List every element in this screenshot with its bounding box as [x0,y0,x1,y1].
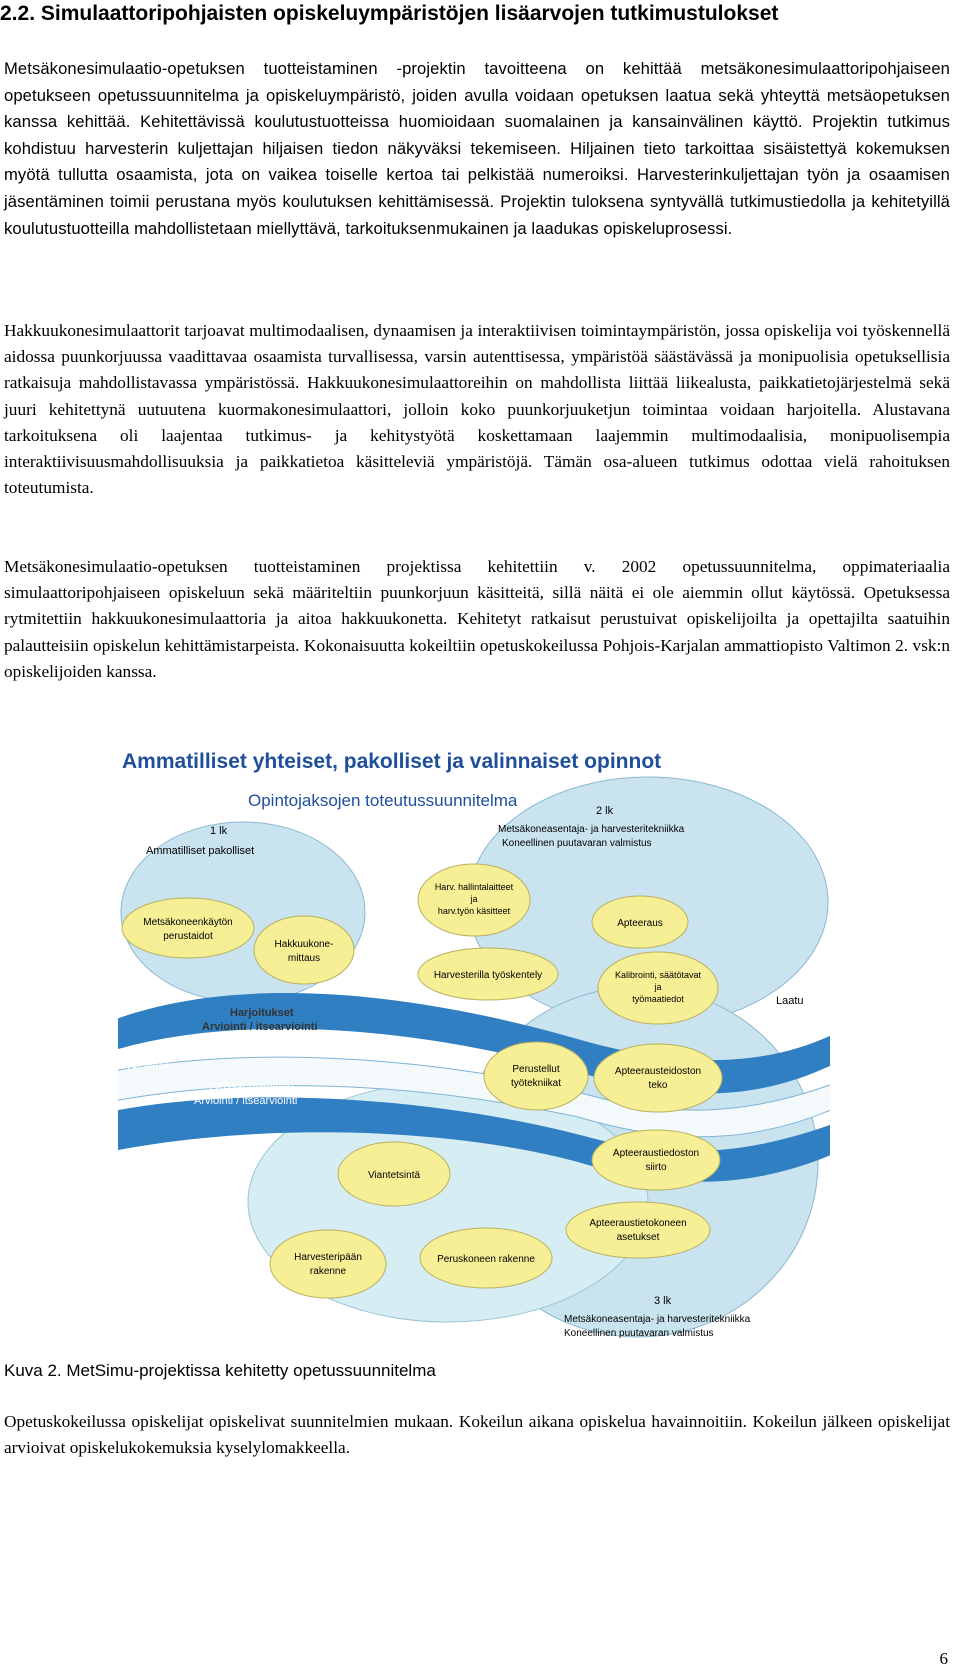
svg-text:mittaus: mittaus [287,953,321,964]
node-hakkuukone [254,916,354,984]
node-peruskoneen [420,1228,552,1288]
node-viantetsinta [338,1142,450,1206]
svg-text:siirto: siirto [645,1162,667,1173]
node-harv-hallinta [418,864,530,936]
practice-subtitle: Arviointi / itsearviointi [202,1021,318,1033]
region-2-title: 2 lk [596,805,614,817]
region-2-line2: Koneellinen puutavaran valmistus [502,838,652,849]
region-1-subtitle: Ammatilliset pakolliset [146,845,255,857]
svg-text:Perustellut: Perustellut [512,1064,560,1075]
quality-label: Laatu [776,995,804,1007]
svg-text:Apteerausteidoston: Apteerausteidoston [614,1066,702,1077]
region-3-title: 3 lk [654,1295,672,1307]
diagram-subtitle: Opintojaksojen toteutussuunnitelma [248,791,518,810]
figure-caption: Kuva 2. MetSimu-projektissa kehitetty opetussuunnitelma [4,1361,436,1380]
svg-text:harv.työn käsitteet: harv.työn käsitteet [437,906,511,916]
work-life-label: Työelämä [120,1059,168,1071]
svg-text:rakenne: rakenne [309,1266,347,1277]
svg-text:teko: teko [648,1080,668,1091]
svg-text:Harv. hallintalaitteet: Harv. hallintalaitteet [434,882,514,892]
svg-text:työmaatiedot: työmaatiedot [632,994,684,1004]
node-harvesteripaan [270,1230,386,1298]
on-job-title: Työssäoppiminen [208,1081,294,1093]
svg-text:Apteeraustiedoston: Apteeraustiedoston [612,1148,700,1159]
paragraph-3: Metsäkonesimulaatio-opetuksen tuotteistaminen projektissa kehitettiin v. 2002 opetussuunnitelma, oppimateriaalia simulaattoripohjaiseen opiskeluun sekä määriteltiin puunkorjuun käsitteitä, sillä näitä ei ole aiemmin ollut käytössä. Opetuksessa rytmitettiin hakkuukonesimulaattoria ja aitoa hakkuukonetta. Kehitetyt ratkaisut perustuivat opiskelijoilta ja opettajilta saatuihin palautteisiin opiskelun kehittämistarpeista. Kokonaisuutta kokeiltiin opetuskokeilussa Pohjois-Karjalan ammattiopisto Valtimon 2. vsk:n opiskelijoiden kanssa. [4,557,950,681]
node-tiedoston-teko [594,1044,722,1112]
node-kalibrointi [598,952,718,1024]
svg-text:Peruskoneen rakenne: Peruskoneen rakenne [437,1254,535,1265]
svg-text:ja: ja [470,894,478,904]
region-2-line1: Metsäkoneasentaja- ja harvesteritekniikka [498,824,685,835]
diagram-title: Ammatilliset yhteiset, pakolliset ja valinnaiset opinnot [122,750,662,773]
on-job-subtitle: Arviointi / itsearviointi [194,1095,298,1107]
paragraph-2: Hakkuukonesimulaattorit tarjoavat multimodaalisen, dynaamisen ja interaktiivisen toimintaympäristön, jossa opiskelija voi työskennellä aidossa puunkorjuussa vaadittavaa osaamista turvallisessa, varsin autenttisessa, ympäristöä säästävässä ja monipuolisia opetuksellisia ratkaisuja mahdollistavassa ympäristössä. Hakkuukonesimulaattoreihin on mahdollista liittää liikealusta, paikkatietojärjestelmä sekä juuri kehitettynä uutuutena kuormakonesimulaattori, jolloin koko puunkorjuuketjun toimintaa voidaan harjoitella. Alustavana tarkoituksena oli laajentaa tutkimus- ja kehitystyötä koskettamaan laajemmin multimodaalisia, monipuolisempia interaktiivisuusmahdollisuuksia ja paikkatietoa käsitteleviä ympäristöjä. Tämän osa-alueen tutkimus odottaa vielä rahoituksen toteutumista. [4,321,950,498]
svg-text:Hakkuukone-: Hakkuukone- [274,939,334,950]
svg-text:Viantetsintä: Viantetsintä [367,1170,421,1181]
svg-text:Apteeraustietokoneen: Apteeraustietokoneen [589,1218,687,1229]
svg-text:Metsäkoneenkäytön: Metsäkoneenkäytön [143,917,233,928]
node-metsakoneen [122,898,254,958]
svg-text:asetukset: asetukset [616,1232,660,1243]
region-1-title: 1 lk [210,825,228,837]
node-apteeraus [592,896,688,948]
paragraph-1: Metsäkonesimulaatio-opetuksen tuotteistaminen -projektin tavoitteena on kehittää metsäkonesimulaattoripohjaiseen opetukseen opetussuunnitelma ja opiskeluympäristö, joiden avulla voidaan opetuksen laatua sekä yhteyttä metsäopetuksen kanssa kehittää. Kehitettävissä koulutustuotteissa huomioidaan suomalainen ja kansainvälinen käyttö. Projektin tutkimus kohdistuu harvesterin kuljettajan hiljaisen tiedon näkyväksi tekemiseen. Hiljainen tieto tarkoittaa sisäistettyä kokemuksen myötä tullutta osaamista, jota on vaikea toiselle kertoa tai pelkistää numeroiksi. Harvesterinkuljettajan työn ja osaamisen jäsentäminen toimii perustana myös koulutuksen kehittämisessä. Projektin tuloksena syntyvällä tutkimustiedolla ja kehitetyillä koulutustuotteilla mahdollistetaan miellyttävä, tarkoituksenmukainen ja laadukas opiskeluprosessi. [4,59,950,238]
node-tiedoston-siirto [592,1130,720,1190]
region-3-line2: Koneellinen puutavaran valmistus [564,1328,714,1339]
diagram-svg [118,742,830,1342]
paragraph-4: Opetuskokeilussa opiskelijat opiskelivat suunnitelmien mukaan. Kokeilun aikana opiskelua havainnoitiin. Kokeilun jälkeen opiskelijat arvioivat opiskelukokemuksia kyselylomakkeella. [4,1412,950,1458]
node-harvesterilla [418,948,558,1000]
svg-text:Apteeraus: Apteeraus [617,918,663,929]
svg-text:ja: ja [654,982,662,992]
practice-title: Harjoitukset [230,1007,294,1019]
section-heading: 2.2. Simulaattoripohjaisten opiskeluympäristöjen lisäarvojen tutkimustulokset [0,2,779,25]
node-asetukset [566,1202,710,1258]
svg-text:Kalibrointi, säätötavat: Kalibrointi, säätötavat [614,970,702,980]
page-number: 6 [939,1649,948,1668]
node-perustellut [484,1042,588,1110]
svg-text:työtekniikat: työtekniikat [510,1078,562,1089]
curriculum-diagram [118,742,830,1342]
svg-text:Harvesteripään: Harvesteripään [294,1252,362,1263]
svg-text:Harvesterilla työskentely: Harvesterilla työskentely [433,970,543,981]
region-3-line1: Metsäkoneasentaja- ja harvesteritekniikka [564,1314,751,1325]
svg-text:perustaidot: perustaidot [163,931,213,942]
